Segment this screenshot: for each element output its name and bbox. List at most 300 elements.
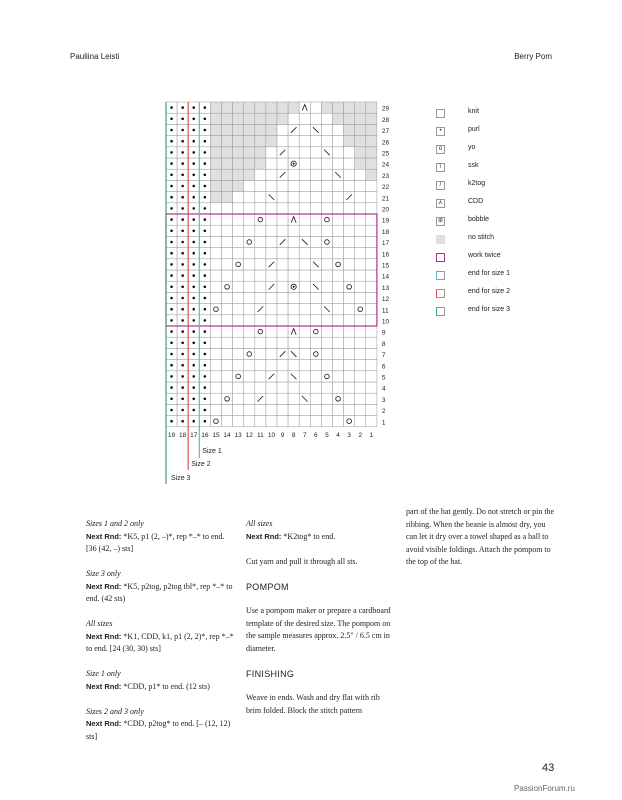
chart-cell (299, 169, 310, 180)
purl-symbol (170, 398, 173, 401)
chart-cell (210, 147, 221, 158)
chart-cell (333, 304, 344, 315)
row-number: 16 (381, 251, 390, 259)
purl-symbol (170, 230, 173, 233)
chart-cell (310, 203, 321, 214)
chart-cell (255, 360, 266, 371)
purl-symbol (181, 274, 184, 277)
empty-box-icon (436, 109, 445, 118)
blue-line-icon (436, 271, 445, 280)
chart-cell (244, 404, 255, 415)
chart-cell (310, 192, 321, 203)
purl-symbol (192, 286, 195, 289)
chart-cell (366, 147, 377, 158)
chart-cell (244, 348, 255, 359)
legend-label: knit (468, 108, 479, 115)
chart-cell (288, 259, 299, 270)
chart-cell (210, 326, 221, 337)
chart-cell (355, 147, 366, 158)
purl-symbol (192, 140, 195, 143)
legend-label: end for size 2 (468, 288, 511, 295)
column-number: 9 (280, 431, 285, 439)
chart-cell (299, 214, 310, 225)
chart-cell (210, 192, 221, 203)
chart-cell (222, 136, 233, 147)
round-label: Next Rnd: (86, 681, 122, 691)
chart-cell (288, 416, 299, 427)
chart-cell (333, 102, 344, 113)
chart-cell (210, 348, 221, 359)
purl-symbol (192, 218, 195, 221)
purl-symbol (204, 386, 207, 389)
chart-cell (310, 315, 321, 326)
purl-symbol (181, 241, 184, 244)
chart-cell (255, 236, 266, 247)
chart-cell (344, 248, 355, 259)
chart-cell (244, 360, 255, 371)
purl-symbol (181, 151, 184, 154)
chart-cell (210, 281, 221, 292)
chart-cell (344, 337, 355, 348)
chart-cell (222, 180, 233, 191)
chart-cell (277, 292, 288, 303)
chart-cell (310, 393, 321, 404)
chart-cell (321, 360, 332, 371)
chart-cell (288, 203, 299, 214)
instruction-text: *CDD, p2tog* to end. [– (12, 12) sts] (86, 719, 231, 741)
chart-cell (222, 102, 233, 113)
chart-cell (355, 304, 366, 315)
chart-cell (233, 192, 244, 203)
chart-cell (321, 382, 332, 393)
chart-cell (210, 382, 221, 393)
chart-cell (310, 371, 321, 382)
chart-cell (210, 225, 221, 236)
legend-label: end for size 1 (468, 270, 511, 277)
purl-symbol (170, 274, 173, 277)
chart-cell (210, 304, 221, 315)
purl-symbol (204, 286, 207, 289)
chart-cell (366, 192, 377, 203)
chart-cell (321, 326, 332, 337)
chart-cell (344, 270, 355, 281)
chart-cell (333, 404, 344, 415)
chart-cell (310, 416, 321, 427)
column-number: 6 (314, 431, 318, 439)
purl-symbol (170, 308, 173, 311)
purl-symbol (192, 386, 195, 389)
chart-cell (366, 136, 377, 147)
chart-cell (244, 225, 255, 236)
purl-symbol (204, 162, 207, 165)
chart-cell (277, 393, 288, 404)
chart-cell (299, 371, 310, 382)
column-number: 13 (234, 431, 242, 439)
section-heading: Sizes 2 and 3 only (86, 706, 144, 716)
chart-cell (288, 147, 299, 158)
chart-cell (233, 270, 244, 281)
purl-symbol (192, 420, 195, 423)
column-number: 14 (223, 431, 231, 439)
chart-cell (233, 348, 244, 359)
chart-cell (210, 124, 221, 135)
purl-symbol (204, 106, 207, 109)
chart-cell (310, 236, 321, 247)
chart-cell (222, 304, 233, 315)
chart-cell (210, 315, 221, 326)
chart-cell (210, 180, 221, 191)
chart-cell (366, 281, 377, 292)
chart-cell (321, 113, 332, 124)
column-number: 16 (201, 431, 209, 439)
chart-cell (321, 158, 332, 169)
chart-cell (277, 124, 288, 135)
chart-cell (210, 270, 221, 281)
chart-cell (355, 326, 366, 337)
chart-cell (344, 404, 355, 415)
chart-cell (222, 169, 233, 180)
chart-cell (210, 113, 221, 124)
chart-cell (366, 113, 377, 124)
chart-cell (355, 225, 366, 236)
purl-symbol (181, 375, 184, 378)
column-number: 15 (212, 431, 220, 439)
chart-cell (233, 236, 244, 247)
row-number: 27 (381, 128, 390, 136)
chart-cell (355, 136, 366, 147)
purl-symbol (181, 218, 184, 221)
chart-cell (277, 270, 288, 281)
purl-symbol (204, 420, 207, 423)
section-heading: Size 1 only (86, 669, 121, 678)
row-number: 28 (381, 116, 390, 124)
purl-symbol (192, 230, 195, 233)
chart-cell (255, 192, 266, 203)
chart-cell (222, 214, 233, 225)
chart-cell (355, 315, 366, 326)
row-number: 5 (381, 374, 386, 382)
column-number: 5 (325, 431, 329, 439)
chart-cell (310, 248, 321, 259)
section-heading: All sizes (86, 619, 113, 628)
row-number: 14 (381, 273, 390, 281)
chart-cell (366, 225, 377, 236)
row-number: 6 (381, 363, 386, 371)
chart-cell (299, 180, 310, 191)
chart-cell (333, 124, 344, 135)
chart-cell (255, 102, 266, 113)
chart-cell (288, 192, 299, 203)
purl-symbol (204, 364, 207, 367)
chart-cell (266, 382, 277, 393)
chart-cell (255, 281, 266, 292)
chart-cell (233, 169, 244, 180)
chart-cell (321, 292, 332, 303)
chart-cell (222, 393, 233, 404)
column-number: 3 (347, 431, 351, 439)
chart-cell (255, 136, 266, 147)
chart-cell (222, 147, 233, 158)
row-number: 21 (381, 195, 390, 203)
purl-symbol (170, 364, 173, 367)
purl-symbol (170, 252, 173, 255)
chart-cell (299, 124, 310, 135)
chart-cell (266, 337, 277, 348)
chart-cell (321, 180, 332, 191)
chart-cell (255, 203, 266, 214)
purl-symbol (192, 375, 195, 378)
purl-symbol (170, 297, 173, 300)
row-number: 25 (381, 150, 390, 158)
green-line-icon (436, 307, 445, 316)
chart-cell (255, 270, 266, 281)
chart-cell (321, 281, 332, 292)
chart-cell (299, 315, 310, 326)
chart-cell (233, 281, 244, 292)
chart-cell (344, 136, 355, 147)
chart-cell (233, 337, 244, 348)
size-label: Size 1 (202, 448, 222, 455)
chart-cell (310, 136, 321, 147)
chart-cell (222, 337, 233, 348)
chart-cell (244, 270, 255, 281)
purl-symbol (204, 252, 207, 255)
purl-symbol (181, 162, 184, 165)
purl-symbol (181, 129, 184, 132)
chart-cell (333, 214, 344, 225)
chart-cell (310, 102, 321, 113)
purl-symbol (170, 330, 173, 333)
chart-cell (266, 360, 277, 371)
instruction-text: *K5, p1 (2, –)*, rep *–* to end. [36 (42, –) sts] (86, 531, 225, 553)
chart-cell (299, 348, 310, 359)
chart-cell (321, 348, 332, 359)
cdd-icon: ⋏ (436, 199, 445, 208)
chart-cell (210, 259, 221, 270)
purl-symbol (192, 353, 195, 356)
column-number: 10 (267, 431, 276, 439)
chart-cell (255, 214, 266, 225)
chart-cell (333, 292, 344, 303)
purl-symbol (192, 252, 195, 255)
page-number: 43 (542, 762, 555, 774)
chart-cell (355, 393, 366, 404)
chart-cell (355, 292, 366, 303)
chart-cell (321, 203, 332, 214)
chart-cell (355, 360, 366, 371)
chart-cell (233, 248, 244, 259)
chart-cell (299, 203, 310, 214)
purl-symbol (181, 252, 184, 255)
purl-symbol (192, 274, 195, 277)
chart-cell (266, 236, 277, 247)
chart-cell (333, 326, 344, 337)
size-label: Size 3 (171, 475, 191, 482)
purl-symbol (192, 308, 195, 311)
chart-cell (266, 147, 277, 158)
instruction-text: *K1, CDD, k1, p1 (2, 2)*, rep *–* to end. [24 (30, 30) sts] (86, 631, 234, 653)
legend-label: no stitch (468, 234, 495, 241)
chart-cell (244, 113, 255, 124)
legend-label: purl (468, 126, 480, 133)
column-number: 7 (302, 431, 307, 439)
chart-cell (333, 371, 344, 382)
chart-cell (222, 259, 233, 270)
chart-cell (210, 236, 221, 247)
purl-symbol (192, 118, 195, 121)
purl-symbol (204, 218, 207, 221)
chart-cell (321, 393, 332, 404)
purl-symbol (192, 241, 195, 244)
magenta-box-icon (436, 253, 445, 262)
chart-cell (299, 248, 310, 259)
chart-cell (244, 102, 255, 113)
chart-cell (310, 270, 321, 281)
chart-cell (222, 192, 233, 203)
chart-cell (244, 124, 255, 135)
chart-cell (244, 214, 255, 225)
chart-cell (233, 180, 244, 191)
chart-cell (321, 270, 332, 281)
chart-cell (266, 326, 277, 337)
purl-symbol (170, 162, 173, 165)
chart-cell (222, 382, 233, 393)
chart-cell (233, 102, 244, 113)
chart-cell (233, 404, 244, 415)
chart-cell (321, 236, 332, 247)
chart-cell (366, 169, 377, 180)
chart-cell (288, 136, 299, 147)
purl-symbol (192, 319, 195, 322)
chart-cell (233, 203, 244, 214)
instruction-text: Cut yarn and pull it through all sts. (246, 556, 358, 566)
column-number: 4 (336, 431, 340, 439)
purl-symbol (204, 398, 207, 401)
chart-cell (355, 236, 366, 247)
chart-cell (255, 371, 266, 382)
chart-cell (288, 304, 299, 315)
chart-cell (366, 214, 377, 225)
purl-symbol (170, 342, 173, 345)
purl-symbol (181, 319, 184, 322)
chart-cell (321, 124, 332, 135)
instruction-text: *K2tog* to end. (281, 531, 336, 541)
chart-cell (355, 192, 366, 203)
chart-cell (366, 248, 377, 259)
row-number: 11 (381, 307, 389, 315)
chart-cell (355, 382, 366, 393)
row-number: 19 (381, 217, 390, 225)
chart-cell (333, 158, 344, 169)
chart-cell (255, 169, 266, 180)
chart-cell (288, 102, 299, 113)
chart-cell (277, 281, 288, 292)
chart-cell (344, 315, 355, 326)
purl-symbol (170, 218, 173, 221)
column-number: 11 (256, 431, 264, 439)
chart-cell (222, 315, 233, 326)
chart-cell (333, 348, 344, 359)
purl-symbol (192, 409, 195, 412)
chart-cell (277, 360, 288, 371)
purl-symbol (192, 106, 195, 109)
chart-cell (210, 371, 221, 382)
row-number: 15 (381, 262, 390, 270)
chart-cell (244, 393, 255, 404)
chart-cell (233, 360, 244, 371)
purl-symbol (170, 118, 173, 121)
chart-cell (266, 270, 277, 281)
chart-cell (333, 337, 344, 348)
chart-cell (277, 304, 288, 315)
chart-cell (366, 180, 377, 191)
chart-cell (366, 236, 377, 247)
purl-symbol (204, 319, 207, 322)
chart-cell (355, 248, 366, 259)
chart-cell (244, 169, 255, 180)
chart-cell (333, 259, 344, 270)
chart-cell (255, 348, 266, 359)
bobble-icon: ⊛ (437, 218, 444, 224)
purl-symbol (192, 151, 195, 154)
purl-symbol (181, 286, 184, 289)
row-number: 10 (381, 318, 390, 326)
author-name: Pauliina Leisti (70, 52, 120, 61)
chart-cell (310, 292, 321, 303)
purl-symbol (181, 185, 184, 188)
chart-cell (366, 124, 377, 135)
chart-cell (333, 393, 344, 404)
purl-symbol (181, 308, 184, 311)
chart-cell (222, 281, 233, 292)
purl-symbol (192, 207, 195, 210)
chart-cell (333, 236, 344, 247)
chart-cell (244, 158, 255, 169)
chart-cell (299, 259, 310, 270)
chart-cell (355, 281, 366, 292)
chart-cell (244, 371, 255, 382)
chart-cell (344, 259, 355, 270)
chart-cell (344, 236, 355, 247)
chart-cell (321, 416, 332, 427)
purl-symbol (181, 174, 184, 177)
column-number: 19 (167, 431, 176, 439)
chart-cell (344, 348, 355, 359)
row-number: 17 (381, 240, 390, 248)
chart-cell (244, 326, 255, 337)
chart-cell (288, 382, 299, 393)
column-number: 12 (245, 431, 253, 439)
purl-symbol (170, 196, 173, 199)
section-heading: All sizes (246, 519, 273, 528)
purl-symbol (192, 342, 195, 345)
chart-cell (355, 214, 366, 225)
chart-cell (310, 113, 321, 124)
purl-symbol (204, 330, 207, 333)
chart-cell (266, 113, 277, 124)
row-number: 2 (381, 408, 386, 416)
chart-cell (277, 326, 288, 337)
chart-cell (333, 136, 344, 147)
dot-icon: • (436, 127, 445, 136)
chart-cell (288, 225, 299, 236)
chart-cell (299, 113, 310, 124)
purl-symbol (204, 342, 207, 345)
chart-cell (266, 404, 277, 415)
purl-symbol (204, 409, 207, 412)
purl-symbol (181, 196, 184, 199)
chart-cell (299, 304, 310, 315)
